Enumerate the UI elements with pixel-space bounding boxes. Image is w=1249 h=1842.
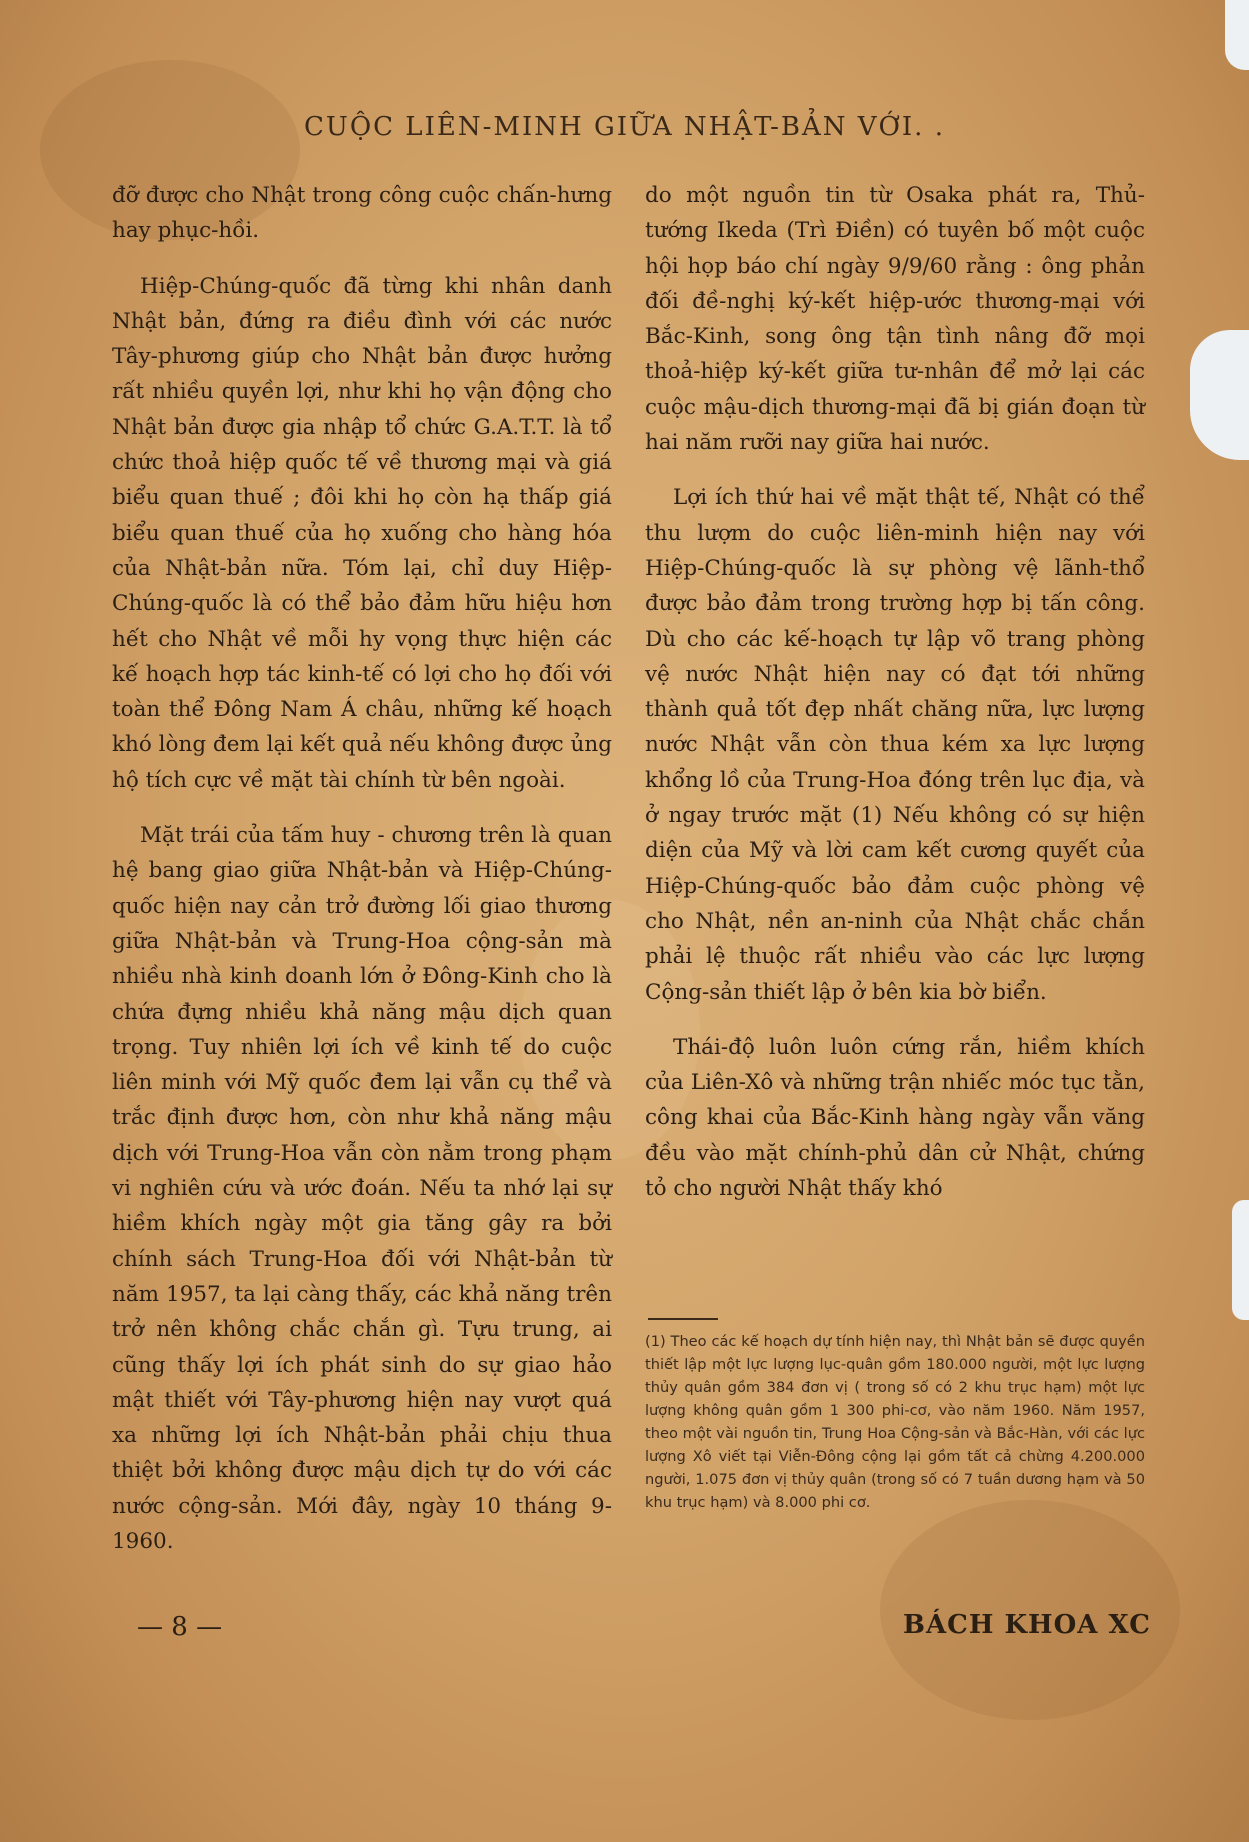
footnote: (1) Theo các kế hoạch dự tính hiện nay, thì Nhật bản sẽ được quyền thiết lập một lực lượng lục-quân gồm 180.000 người, một lực lượng thủy quân gồm 384 đơn vị ( trong số có 2 khu trục hạm) một lực lượng không quân gồm 1 300 phi-cơ, vào năm 1960. Năm 1957, theo một vài nguồn tin, Trung Hoa Cộng-sản và Bắc-Hàn, với các lực lượng Xô viết tại Viễn-Đông cộng lại gồm tất cả chừng 4.200.000 người, 1.075 đơn vị thủy quân (trong số có 7 tuần dương hạm và 50 khu trục hạm) và 8.000 phi cơ. bbox=[645, 1333, 1145, 1511]
footnote-rule bbox=[648, 1318, 718, 1320]
torn-edge bbox=[1225, 0, 1249, 70]
running-title: CUỘC LIÊN-MINH GIỮA NHẬT-BẢN VỚI. . bbox=[304, 112, 945, 142]
paragraph: đỡ được cho Nhật trong công cuộc chấn-hưng hay phục-hồi. bbox=[112, 183, 612, 244]
paragraph: Mặt trái của tấm huy - chương trên là quan hệ bang giao giữa Nhật-bản và Hiệp-Chúng-quốc hiện nay cản trở đường lối giao thương giữa Nhật-bản và Trung-Hoa cộng-sản mà nhiều nhà kinh doanh lớn ở Đông-Kinh cho là chứa đựng nhiều khả năng mậu dịch quan trọng. Tuy nhiên lợi ích về kinh tế do cuộc liên minh với Mỹ quốc đem lại vẫn cụ thể và trắc định được hơn, còn như khả năng mậu dịch với Trung-Hoa vẫn còn nằm trong phạm vi nghiên cứu và ước đoán. Nếu ta nhớ lại sự hiềm khích ngày một gia tăng gây ra bởi chính sách Trung-Hoa đối với Nhật-bản từ năm 1957, ta lại càng thấy, các khả năng trên trở nên không chắc chắn gì. Tựu trung, ai cũng thấy lợi ích phát sinh do sự giao hảo mật thiết với Tây-phương hiện nay vượt quá xa những lợi ích Nhật-bản phải chịu thua thiệt bởi không được mậu dịch tự do với các nước cộng-sản. Mới đây, ngày 10 tháng 9-1960. bbox=[112, 823, 612, 1554]
paragraph: Hiệp-Chúng-quốc đã từng khi nhân danh Nhật bản, đứng ra điều đình với các nước Tây-phương giúp cho Nhật bản được hưởng rất nhiều quyền lợi, như khi họ vận động cho Nhật bản được gia nhập tổ chức G.A.T.T. là tổ chức thoả hiệp quốc tế về thương mại và giá biểu quan thuế ; đôi khi họ còn hạ thấp giá biểu quan thuế của họ xuống cho hàng hóa của Nhật-bản nữa. Tóm lại, chỉ duy Hiệp-Chúng-quốc là có thể bảo đảm hữu hiệu hơn hết cho Nhật về mỗi hy vọng thực hiện các kế hoạch hợp tác kinh-tế có lợi cho họ đối với toàn thể Đông Nam Á châu, những kế hoạch khó lòng đem lại kết quả nếu không được ủng hộ tích cực về mặt tài chính từ bên ngoài. bbox=[112, 273, 612, 793]
right-column bbox=[645, 178, 1145, 1226]
torn-edge bbox=[1232, 1200, 1249, 1320]
page-number: — 8 — bbox=[137, 1612, 223, 1642]
left-column bbox=[112, 178, 612, 1579]
paragraph: do một nguồn tin từ Osaka phát ra, Thủ-tướng Ikeda (Trì Điền) có tuyên bố một cuộc hội họp báo chí ngày 9/9/60 rằng : ông phản đối đề-nghị ký-kết hiệp-ước thương-mại với Bắc-Kinh, song ông tận tình nâng đỡ mọi thoả-hiệp ký-kết giữa tư-nhân để mở lại các cuộc mậu-dịch thương-mại đã bị gián đoạn từ hai năm rưỡi nay giữa hai nước. bbox=[645, 183, 1145, 456]
journal-name: BÁCH KHOA XC bbox=[903, 1610, 1151, 1640]
paragraph: Thái-độ luôn luôn cứng rắn, hiềm khích của Liên-Xô và những trận nhiếc móc tục tằn, công khai của Bắc-Kinh hàng ngày vẫn văng đều vào mặt chính-phủ dân cử Nhật, chứng tỏ cho người Nhật thấy khó bbox=[645, 1034, 1145, 1202]
paragraph: Lợi ích thứ hai về mặt thật tế, Nhật có thể thu lượm do cuộc liên-minh hiện nay với Hiệp-Chúng-quốc là sự phòng vệ lãnh-thổ được bảo đảm trong trường hợp bị tấn công. Dù cho các kế-hoạch tự lập võ trang phòng vệ nước Nhật hiện nay có đạt tới những thành quả tốt đẹp nhất chăng nữa, lực lượng nước Nhật vẫn còn thua kém xa lực lượng khổng lồ của Trung-Hoa đóng trên lục địa, và ở ngay trước mặt (1) Nếu không có sự hiện diện của Mỹ và lời cam kết cương quyết của Hiệp-Chúng-quốc bảo đảm cuộc phòng vệ cho Nhật, nền an-ninh của Nhật chắc chắn phải lệ thuộc rất nhiều vào các lực lượng Cộng-sản thiết lập ở bên kia bờ biển. bbox=[645, 485, 1145, 1005]
torn-edge bbox=[1190, 330, 1249, 460]
